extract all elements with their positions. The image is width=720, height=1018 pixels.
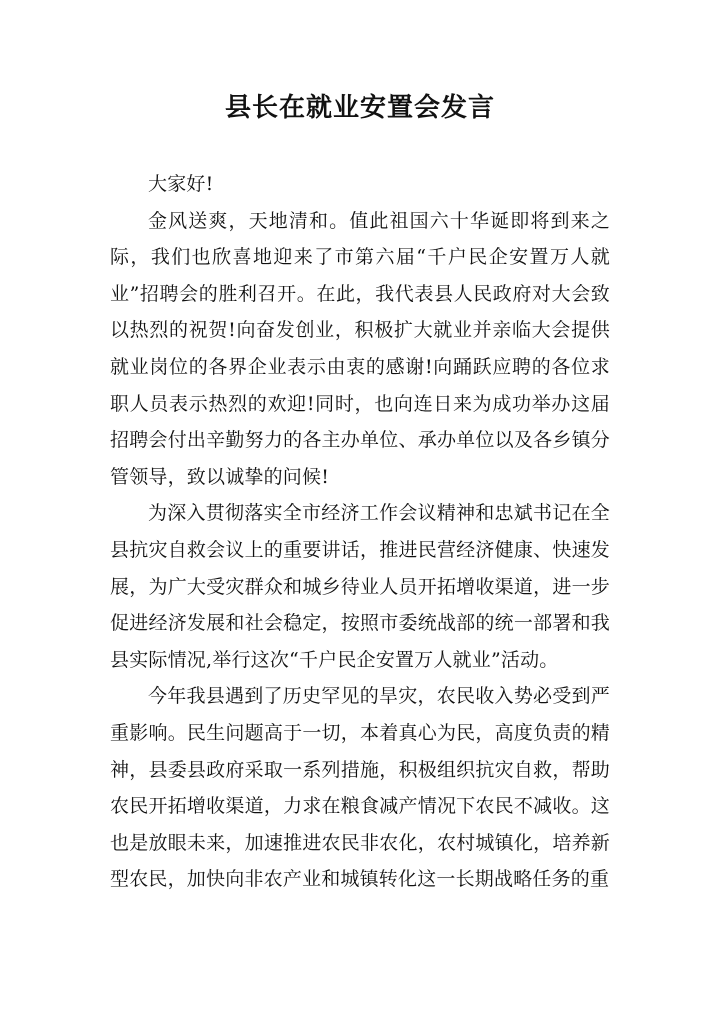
- paragraph-purpose: 为深入贯彻落实全市经济工作会议精神和忠斌书记在全县抗灾自救会议上的重要讲话，推进民营经济健康、快速发展，为广大受灾群众和城乡待业人员开拓增收渠道，进一步促进经济发展和社会稳定，按照市委统战部的统一部署和我县实际情况,举行这次“千户民企安置万人就业”活动。: [110, 502, 610, 671]
- document-title: 县长在就业安置会发言: [224, 93, 495, 123]
- document-body: [110, 166, 610, 898]
- paragraph-opening: 金风送爽，天地清和。值此祖国六十华诞即将到来之际，我们也欣喜地迎来了市第六届“千户民企安置万人就业”招聘会的胜利召开。在此，我代表县人民政府对大会致以热烈的祝贺!向奋发创业，积极扩大就业并亲临大会提供就业岗位的各界企业表示由衷的感谢!向踊跃应聘的各位求职人员表示热烈的欢迎!同时，也向连日来为成功举办这届招聘会付出辛勤努力的各主办单位、承办单位以及各乡镇分管领导，致以诚挚的问候!: [110, 209, 610, 488]
- paragraph-greeting: 大家好!: [148, 173, 214, 195]
- paragraph-background: 今年我县遇到了历史罕见的旱灾，农民收入势必受到严重影响。民生问题高于一切，本着真心为民，高度负责的精神，县委县政府采取一系列措施，积极组织抗灾自救，帮助农民开拓增收渠道，力求在粮食减产情况下农民不减收。这也是放眼未来，加速推进农民非农化，农村城镇化，培养新型农民，加快向非农产业和城镇转化这一长期战略任务的重: [110, 685, 610, 891]
